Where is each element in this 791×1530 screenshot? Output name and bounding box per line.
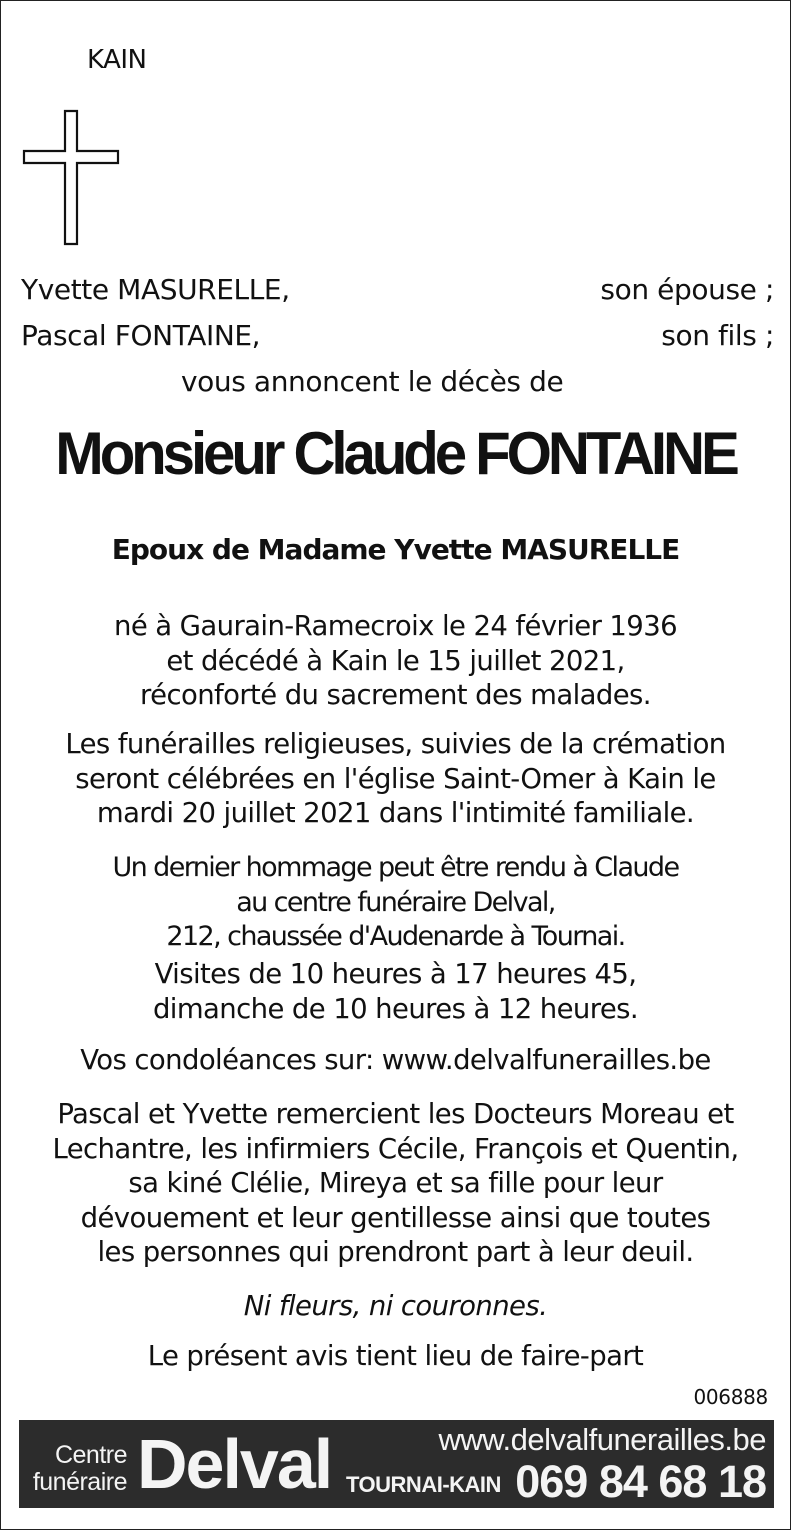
homage-block [1, 851, 790, 955]
centre-funeraire-label [19, 1442, 127, 1496]
city-label: TOURNAI-KAIN [346, 1472, 501, 1497]
text-line: dimanche de 10 heures à 12 heures. [152, 992, 639, 1025]
condolences-line: Vos condoléances sur: www.delvalfunerailles.be [80, 1044, 711, 1076]
text-line: et décédé à Kain le 15 juillet 2021, [166, 644, 625, 677]
text-line: Lechantre, les infirmiers Cécile, François et Quentin, [52, 1132, 739, 1165]
no-flowers-line: Ni fleurs, ni couronnes. [243, 1290, 548, 1322]
town-label: KAIN [87, 45, 147, 75]
visits-block [1, 957, 790, 1026]
family-member-relation: son fils ; [661, 319, 774, 352]
text-line: Un dernier hommage peut être rendu à Claude [112, 852, 679, 883]
text-line: né à Gaurain-Ramecroix le 24 février 1936 [114, 610, 677, 642]
text-line: mardi 20 juillet 2021 dans l'intimité familiale. [96, 797, 695, 829]
cross-icon [21, 109, 121, 247]
website-link[interactable]: www.delvalfunerailles.be [438, 1422, 766, 1457]
funeral-home-banner [19, 1420, 774, 1508]
text-line: seront célébrées en l'église Saint-Omer à Kain le [75, 762, 716, 795]
phone-number[interactable]: 069 84 68 18 [515, 1456, 766, 1507]
text-line: Visites de 10 heures à 17 heures 45, [154, 958, 637, 990]
text-line: dévouement et leur gentillesse ainsi que toutes [80, 1201, 711, 1234]
text-line: réconforté du sacrement des malades. [140, 679, 651, 711]
text-line: au centre funéraire Delval, [236, 886, 555, 918]
family-member-relation: son épouse ; [600, 273, 774, 306]
deceased-name: Monsieur Claude FONTAINE [55, 420, 736, 487]
text-line: 212, chaussée d'Audenarde à Tournai. [166, 921, 625, 952]
text-line: sa kiné Clélie, Mireya et sa fille pour leur [128, 1167, 663, 1199]
funeral-block [1, 727, 790, 831]
brand-name: Delval [137, 1425, 332, 1503]
centre-label-line: funéraire [32, 1468, 127, 1496]
family-member-name: Yvette MASURELLE, [21, 273, 290, 306]
birth-death-block [1, 609, 790, 713]
text-line: les personnes qui prendront part à leur deuil. [97, 1236, 694, 1268]
text-line: Pascal et Yvette remercient les Docteurs Moreau et [57, 1098, 734, 1130]
family-member-name: Pascal FONTAINE, [21, 319, 261, 352]
text-line: Les funérailles religieuses, suivies de la crémation [65, 728, 726, 760]
thanks-block [1, 1097, 790, 1270]
centre-label-line: Centre [54, 1441, 127, 1469]
faire-part-line: Le présent avis tient lieu de faire-part [147, 1340, 644, 1372]
reference-number: 006888 [693, 1385, 768, 1409]
announcement-line: vous annoncent le décès de [181, 365, 564, 398]
spouse-line: Epoux de Madame Yvette MASURELLE [111, 533, 680, 566]
